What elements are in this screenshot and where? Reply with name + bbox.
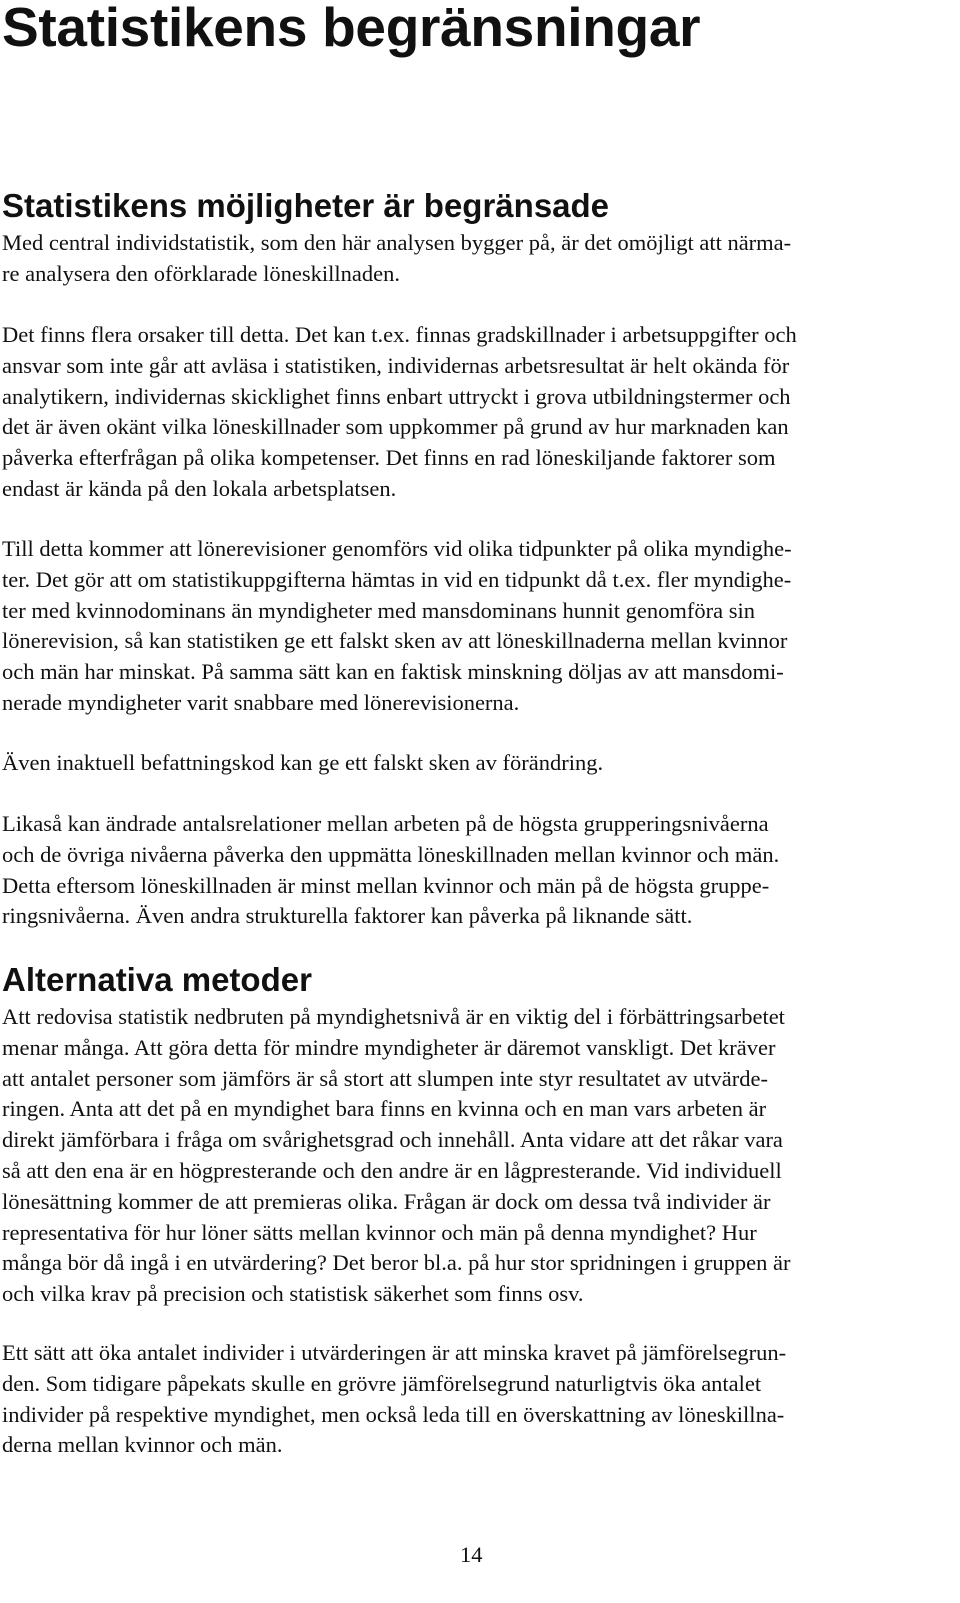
text-line: menar många. Att göra detta för mindre myndigheter är däremot vanskligt. Det kräver	[2, 1034, 776, 1060]
text-line: Ett sätt att öka antalet individer i utvärderingen är att minska kravet på jämförelsegrun-	[2, 1340, 787, 1365]
text-line: att antalet personer som jämförs är så stort att slumpen inte styr resultatet av utvärde-	[2, 1065, 769, 1091]
text-line: Likaså kan ändrade antalsrelationer mellan arbeten på de högsta grupperingsnivåerna	[2, 811, 769, 836]
text-line: individer på respektive myndighet, men också leda till en överskattning av löneskillna-	[2, 1401, 785, 1427]
text-line: och vilka krav på precision och statistisk säkerhet som finns osv.	[2, 1281, 584, 1307]
text-line: många bör då ingå i en utvärdering? Det beror bl.a. på hur stor spridningen i gruppen är	[2, 1250, 791, 1276]
paragraph	[2, 1338, 786, 1461]
text-line: nerade myndigheter varit snabbare med lönerevisionerna.	[2, 689, 520, 715]
text-line: påverka efterfrågan på olika kompetenser. Det finns en rad löneskiljande faktorer som	[2, 445, 776, 471]
text-line: Till detta kommer att lönerevisioner genomförs vid olika tidpunkter på olika myndighe-	[2, 536, 792, 561]
text-line: Att redovisa statistik nedbruten på myndighetsnivå är en viktig del i förbättringsarbetet	[2, 1004, 785, 1029]
paragraph	[2, 228, 791, 290]
text-line: ter med kvinnodominans än myndigheter med mansdominans hunnit genomföra sin	[2, 597, 755, 623]
text-line: den. Som tidigare påpekats skulle en grövre jämförelsegrund naturligtvis öka antalet	[2, 1370, 762, 1396]
text-line: ansvar som inte går att avläsa i statistiken, individernas arbetsresultat är helt okända för	[2, 352, 790, 378]
page-title: Statistikens begränsningar	[2, 0, 701, 58]
text-line: representativa för hur löner sätts mellan kvinnor och män på denna myndighet? Hur	[2, 1219, 757, 1245]
text-line: analytikern, individernas skicklighet finns enbart uttryckt i grova utbildningstermer och	[2, 383, 791, 409]
text-line: så att den ena är en högpresterande och den andre är en lågpresterande. Vid individuell	[2, 1157, 782, 1183]
paragraph	[2, 534, 792, 719]
text-line: Med central individstatistik, som den här analysen bygger på, är det omöjligt att närma-	[2, 230, 792, 255]
text-line: lönesättning kommer de att premieras olika. Frågan är dock om dessa två individer är	[2, 1188, 771, 1214]
section-heading: Statistikens möjligheter är begränsade	[2, 187, 610, 224]
text-line: Detta eftersom löneskillnaden är minst mellan kvinnor och män på de högsta gruppe-	[2, 872, 770, 898]
page-number: 14	[460, 1542, 483, 1567]
text-line: ringen. Anta att det på en myndighet bara finns en kvinna och en man vars arbeten är	[2, 1096, 767, 1122]
text-line: derna mellan kvinnor och män.	[2, 1432, 283, 1458]
paragraph	[2, 809, 779, 932]
text-line: re analysera den oförklarade löneskillnaden.	[2, 260, 400, 286]
text-line: Även inaktuell befattningskod kan ge ett falskt sken av förändring.	[2, 750, 604, 775]
text-line: och de övriga nivåerna påverka den uppmätta löneskillnaden mellan kvinnor och män.	[2, 841, 780, 867]
section-heading: Alternativa metoder	[2, 961, 312, 998]
text-line: endast är kända på den lokala arbetsplatsen.	[2, 475, 397, 501]
paragraph	[2, 1002, 791, 1310]
paragraph	[2, 748, 603, 779]
text-line: lönerevision, så kan statistiken ge ett falskt sken av att löneskillnaderna mellan kvinnor	[2, 628, 788, 654]
text-line: direkt jämförbara i fråga om svårighetsgrad och innehåll. Anta vidare att det råkar vara	[2, 1127, 783, 1153]
text-line: Det finns flera orsaker till detta. Det kan t.ex. finnas gradskillnader i arbetsuppgifter och	[2, 322, 797, 347]
text-line: ringsnivåerna. Även andra strukturella faktorer kan påverka på liknande sätt.	[2, 903, 693, 929]
text-line: det är även okänt vilka löneskillnader som uppkommer på grund av hur marknaden kan	[2, 414, 789, 440]
text-line: ter. Det gör att om statistikuppgifterna hämtas in vid en tidpunkt då t.ex. fler myndighe-	[2, 566, 792, 592]
paragraph	[2, 320, 797, 505]
text-line: och män har minskat. På samma sätt kan en faktisk minskning döljas av att mansdomi-	[2, 659, 784, 685]
